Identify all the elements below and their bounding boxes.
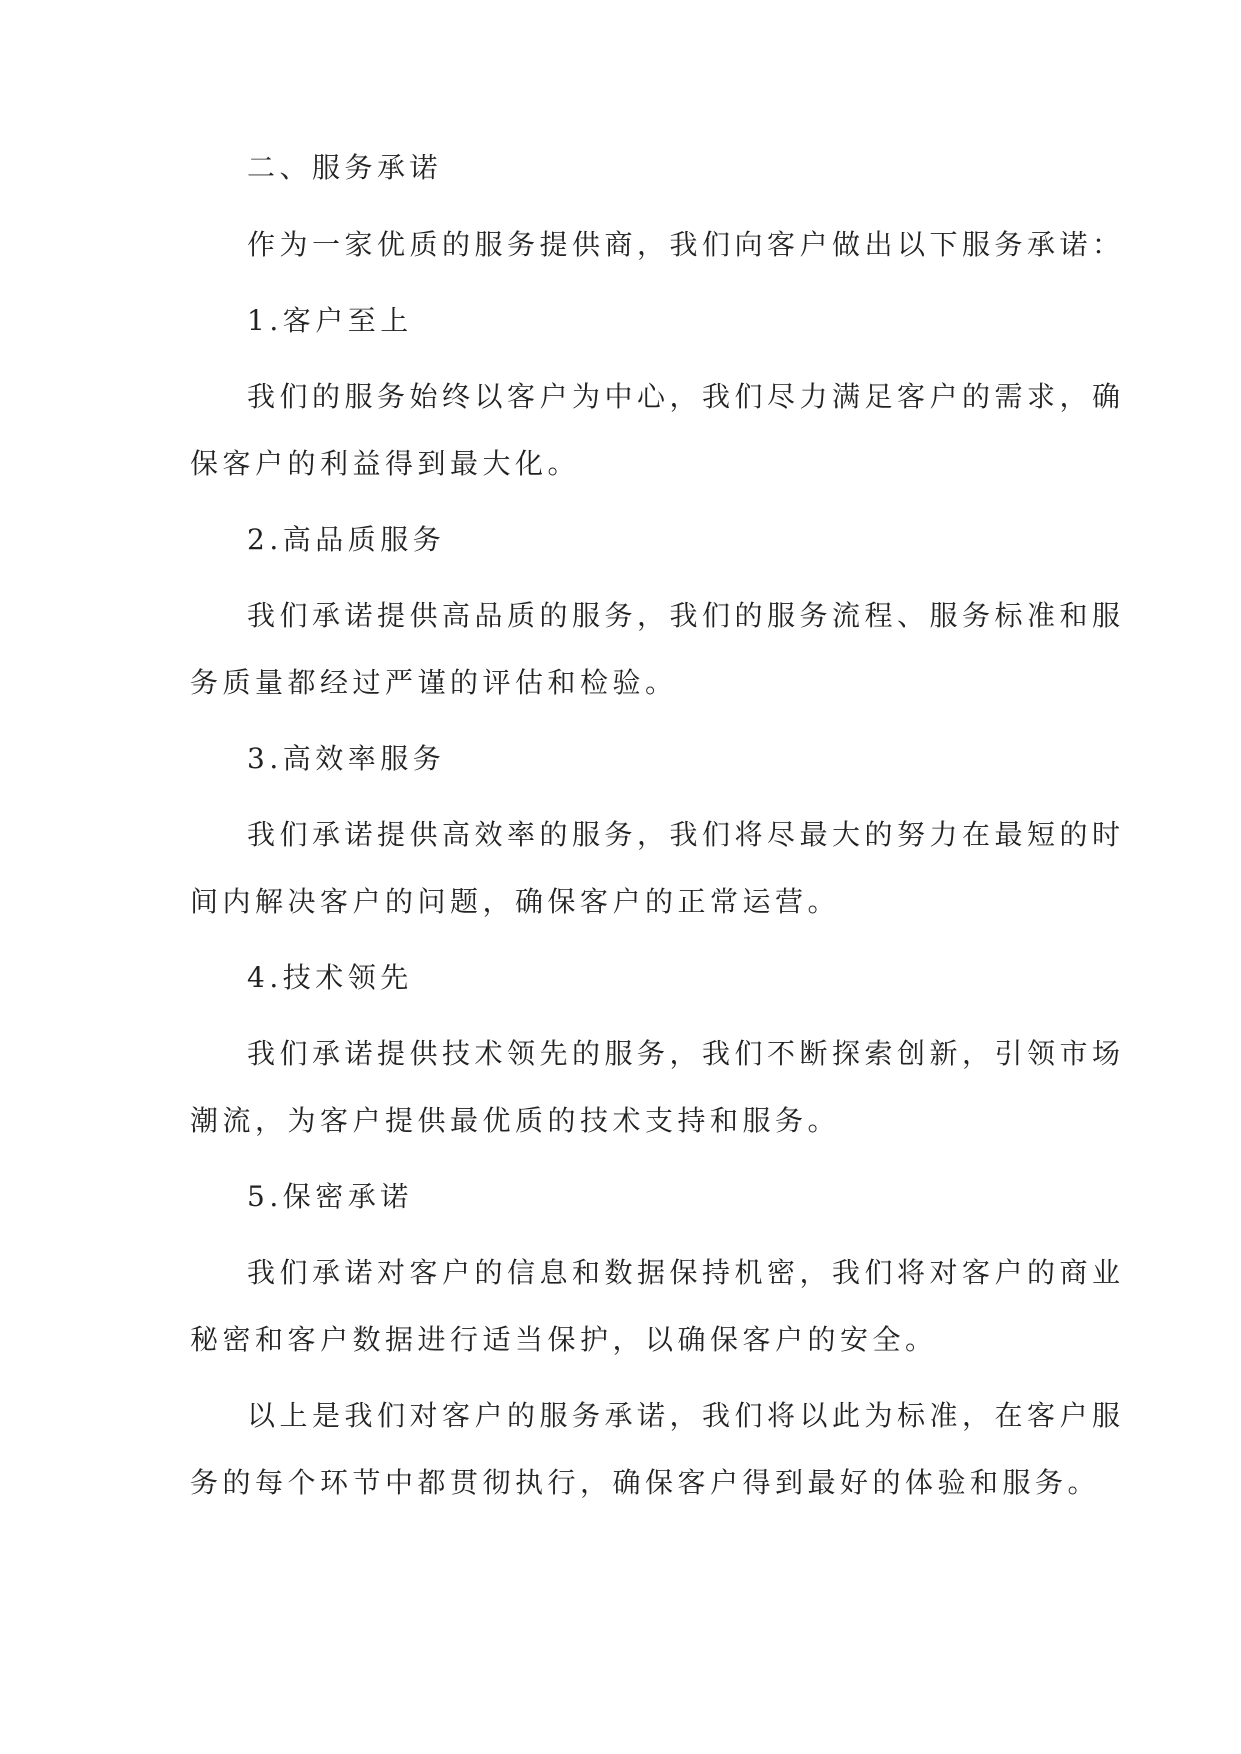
conclusion-text-line: 务的每个环节中都贯彻执行，确保客户得到最好的体验和服务。	[190, 1466, 1101, 1499]
intro-paragraph: 作为一家优质的服务提供商，我们向客户做出以下服务承诺：	[247, 228, 1125, 261]
item-title: 5.保密承诺	[247, 1180, 413, 1213]
item-title: 2.高品质服务	[247, 523, 446, 556]
document-page	[190, 148, 1125, 1503]
item-text-line: 保客户的利益得到最大化。	[190, 447, 581, 480]
item-text-line: 潮流，为客户提供最优质的技术支持和服务。	[190, 1104, 841, 1137]
item-text-line: 务质量都经过严谨的评估和检验。	[190, 666, 678, 699]
item-text-line: 我们承诺提供高品质的服务，我们的服务流程、服务标准和服	[247, 599, 1125, 632]
commitment-item-5	[190, 1177, 1125, 1360]
item-text-line: 间内解决客户的问题，确保客户的正常运营。	[190, 885, 841, 918]
conclusion-text-line: 以上是我们对客户的服务承诺，我们将以此为标准，在客户服	[247, 1399, 1125, 1432]
section-heading: 二、服务承诺	[247, 151, 443, 184]
commitment-item-4	[190, 958, 1125, 1141]
item-title: 3.高效率服务	[247, 742, 446, 775]
item-title: 1.客户至上	[247, 304, 413, 337]
item-text-line: 我们承诺对客户的信息和数据保持机密，我们将对客户的商业	[247, 1256, 1125, 1289]
item-text-line: 我们的服务始终以客户为中心，我们尽力满足客户的需求，确	[247, 380, 1125, 413]
commitment-item-1	[190, 301, 1125, 484]
commitment-item-2	[190, 520, 1125, 703]
item-text-line: 我们承诺提供技术领先的服务，我们不断探索创新，引领市场	[247, 1037, 1125, 1070]
commitment-item-3	[190, 739, 1125, 922]
item-title: 4.技术领先	[247, 961, 413, 994]
conclusion-paragraph	[190, 1396, 1125, 1503]
item-text-line: 我们承诺提供高效率的服务，我们将尽最大的努力在最短的时	[247, 818, 1125, 851]
item-text-line: 秘密和客户数据进行适当保护，以确保客户的安全。	[190, 1323, 938, 1356]
